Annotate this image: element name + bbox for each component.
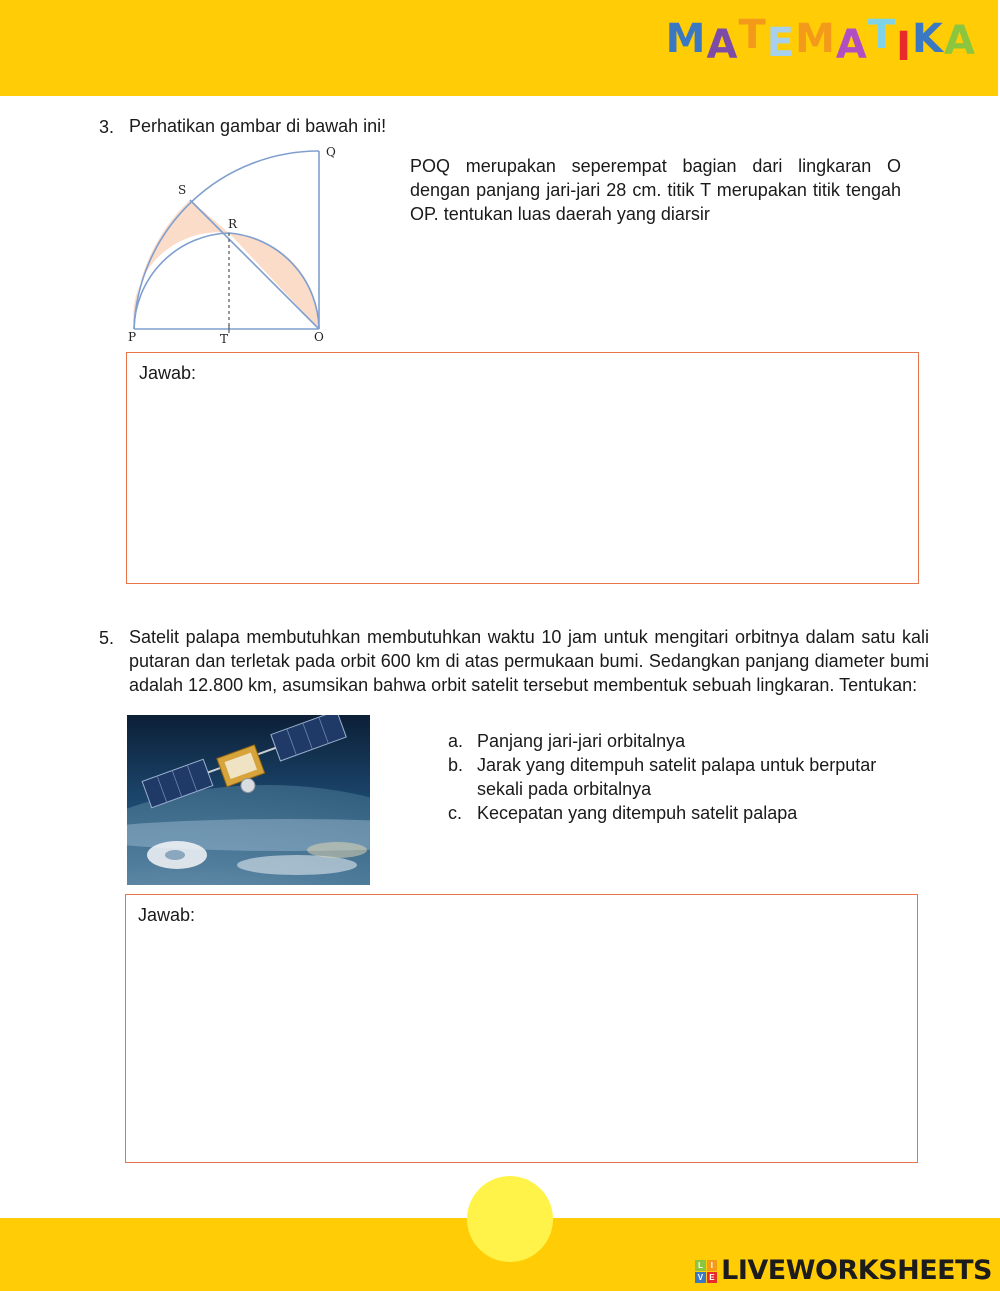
brand-title (665, 12, 976, 70)
brand-letter: E (766, 20, 796, 66)
question-3-answer-box (126, 352, 919, 584)
subquestion-c (448, 801, 918, 825)
brand-letter: I (896, 24, 913, 70)
answer-label: Jawab: (138, 905, 196, 925)
subquestion-a (448, 729, 918, 753)
chord-so (190, 200, 319, 329)
icon-cell: I (707, 1260, 718, 1271)
question-3-title: Perhatikan gambar di bawah ini! (129, 116, 387, 136)
subquestion-letter: b. (448, 755, 464, 775)
page-circle (467, 1176, 553, 1262)
question-3-description: POQ merupakan seperempat bagian dari lingkaran O dengan panjang jari-jari 28 cm. titik T merupakan titik tengah OP. tentukan luas daerah yang diarsir (410, 156, 901, 224)
liveworksheets-logo[interactable] (695, 1255, 992, 1286)
header-band (0, 0, 998, 96)
brand-letter: A (835, 22, 868, 68)
label-t: T (220, 332, 229, 346)
label-s: S (178, 183, 187, 197)
icon-cell: V (695, 1272, 706, 1283)
satellite-earth-photo (127, 715, 370, 885)
brand-letter: M (795, 16, 836, 62)
icon-cell: E (707, 1272, 718, 1283)
label-r: R (228, 217, 238, 231)
subquestion-b (448, 753, 918, 801)
question-5-answer-input[interactable] (126, 931, 917, 1162)
brand-letter: A (706, 22, 739, 68)
answer-label: Jawab: (139, 363, 197, 383)
liveworksheets-text: LIVEWORKSHEETS (721, 1255, 992, 1286)
question-5-text: Satelit palapa membutuhkan membutuhkan waktu 10 jam untuk mengitari orbitnya dalam satu kali putaran dan terletak pada orbit 600 km di atas permukaan bumi. Sedangkan panjang diameter bumi adalah 12.800 km, asumsikan bahwa orbit satelit tersebut membentuk sebuah lingkaran. Tentukan: (129, 627, 929, 695)
question-3-answer-input[interactable] (127, 389, 918, 583)
icon-cell: L (695, 1260, 706, 1271)
brand-letter: M (665, 16, 707, 62)
label-q: Q (326, 145, 336, 159)
label-o: O (314, 330, 324, 344)
label-p: P (128, 330, 137, 344)
subquestion-letter: a. (448, 731, 464, 751)
subquestion-text: Kecepatan yang ditempuh satelit palapa (477, 803, 798, 823)
subquestion-letter: c. (448, 803, 463, 823)
question-3-number: 3. (99, 117, 115, 137)
liveworksheets-icon (695, 1260, 717, 1282)
question-5-answer-box (125, 894, 918, 1163)
brand-letter: K (912, 16, 945, 62)
subquestion-text: Jarak yang ditempuh satelit palapa untuk berputar sekali pada orbitalnya (477, 755, 877, 799)
question-5-number: 5. (99, 628, 115, 648)
quarter-circle-figure (120, 138, 340, 350)
brand-letter: T (738, 12, 767, 58)
subquestion-text: Panjang jari-jari orbitalnya (477, 731, 686, 751)
brand-letter: T (867, 12, 897, 58)
brand-letter: A (944, 18, 976, 64)
